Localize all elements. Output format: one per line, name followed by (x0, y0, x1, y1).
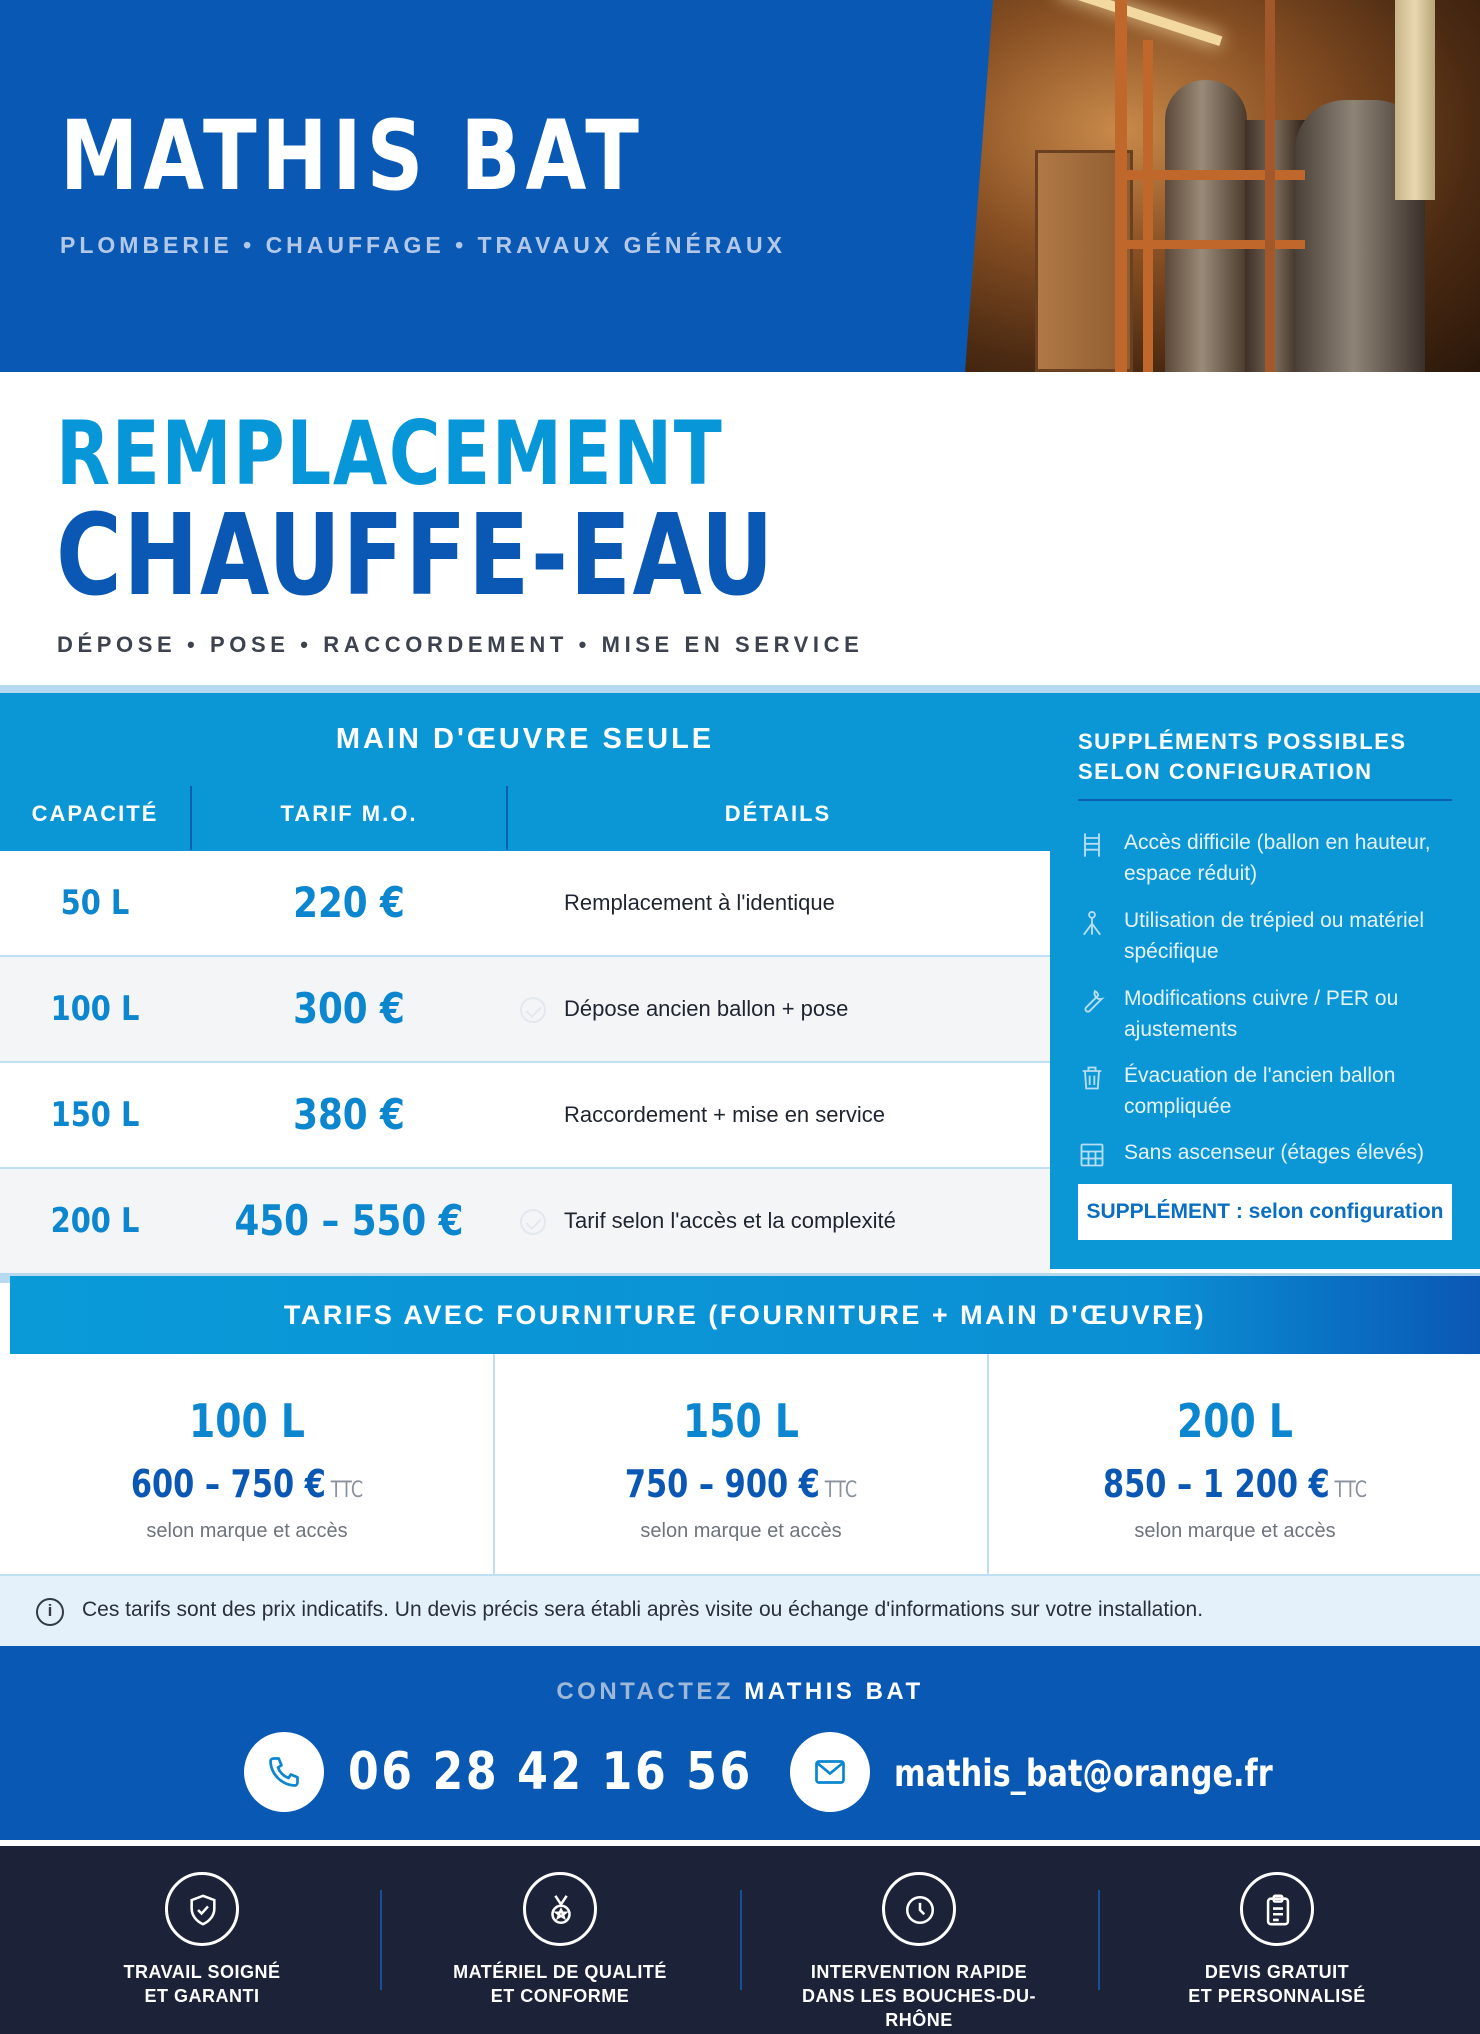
card-ttc: TTC (824, 1478, 858, 1503)
title-line-2: CHAUFFE-EAU (56, 491, 776, 621)
row-capacity: 50 L (60, 883, 130, 923)
card-note: selon marque et accès (640, 1520, 842, 1542)
row-capacity: 200 L (50, 1201, 140, 1241)
supplement-text: Modifications cuivre / PER ou ajustements (1124, 987, 1399, 1041)
supplement-text: Accès difficile (ballon en hauteur, espace réduit) (1124, 831, 1431, 885)
wrench-icon (1078, 987, 1106, 1015)
title-subtitle: DÉPOSE • POSE • RACCORDEMENT • MISE EN SERVICE (57, 632, 864, 657)
contact-label-name: MATHIS BAT (744, 1678, 924, 1705)
supplements-panel (1050, 693, 1480, 1269)
check-icon (520, 997, 546, 1023)
supplement-text: Utilisation de trépied ou matériel spécifique (1124, 909, 1424, 963)
row-capacity: 100 L (50, 989, 140, 1029)
card-ttc: TTC (330, 1478, 364, 1503)
tripod-icon (1078, 909, 1106, 937)
row-price: 220 € (293, 878, 405, 927)
supply-pricing-cards (0, 1354, 1480, 1574)
labor-table (0, 851, 1050, 1275)
card-capacity: 200 L (1177, 1394, 1293, 1448)
feature-divider (1098, 1890, 1100, 1990)
supply-pricing-heading: TARIFS AVEC FOURNITURE (FOURNITURE + MAIN D'ŒUVRE) (10, 1276, 1480, 1354)
title-line-1: REMPLACEMENT (56, 402, 724, 505)
supplement-text: Sans ascenseur (étages élevés) (1124, 1141, 1424, 1164)
card-price-value: 600 – 750 € (130, 1462, 326, 1506)
card-capacity: 100 L (189, 1394, 305, 1448)
labor-heading: MAIN D'ŒUVRE SEULE (335, 723, 715, 755)
column-header-price: TARIF M.O. (280, 801, 418, 826)
row-price: 450 – 550 € (234, 1196, 464, 1245)
card-price-value: 750 – 900 € (624, 1462, 820, 1506)
check-icon (520, 1209, 546, 1235)
feature-item (410, 1872, 710, 2008)
supplement-badge: SUPPLÉMENT : selon configuration (1078, 1184, 1452, 1240)
row-detail: Tarif selon l'accès et la complexité (564, 1208, 896, 1233)
table-row (0, 1063, 1050, 1169)
building-icon (1078, 1141, 1106, 1169)
row-detail: Dépose ancien ballon + pose (564, 996, 849, 1021)
supplements-divider (1078, 799, 1452, 801)
feature-item (52, 1872, 352, 2008)
clipboard-icon (1240, 1872, 1314, 1946)
email-icon[interactable] (790, 1732, 870, 1812)
card-note: selon marque et accès (146, 1520, 348, 1542)
supplement-text: Évacuation de l'ancien ballon compliquée (1124, 1064, 1396, 1118)
feature-label: TRAVAIL SOIGNÉ ET GARANTI (123, 1962, 281, 2006)
row-detail: Remplacement à l'identique (564, 890, 835, 915)
column-header-capacity: CAPACITÉ (31, 801, 159, 826)
pricing-notice (0, 1574, 1480, 1646)
feature-item (1127, 1872, 1427, 2008)
card-note: selon marque et accès (1134, 1520, 1336, 1542)
row-capacity: 150 L (50, 1095, 140, 1135)
feature-label: INTERVENTION RAPIDE DANS LES BOUCHES-DU-RHÔNE (801, 1962, 1036, 2030)
table-row (0, 851, 1050, 957)
card-price (544, 1462, 938, 1506)
brand-name: MATHIS BAT (60, 100, 644, 212)
labor-pricing-section (0, 685, 1480, 1269)
price-card (0, 1354, 494, 1574)
shield-check-icon (165, 1872, 239, 1946)
table-row (0, 1169, 1050, 1275)
feature-divider (380, 1890, 382, 1990)
contact-label (0, 1678, 1480, 1706)
column-divider (190, 786, 192, 850)
boiler-room-photo (965, 0, 1480, 372)
feature-label: DEVIS GRATUIT ET PERSONNALISÉ (1188, 1962, 1366, 2006)
medal-icon (523, 1872, 597, 1946)
phone-number[interactable]: 06 28 42 16 56 (348, 1742, 753, 1802)
supplements-title: SUPPLÉMENTS POSSIBLES SELON CONFIGURATION (1078, 729, 1407, 784)
card-ttc: TTC (1334, 1478, 1367, 1503)
feature-item (769, 1872, 1069, 2032)
row-price: 300 € (293, 984, 405, 1033)
row-price: 380 € (293, 1090, 405, 1139)
brand-tagline: PLOMBERIE • CHAUFFAGE • TRAVAUX GÉNÉRAUX (60, 232, 787, 258)
contact-section (0, 1646, 1480, 1840)
clock-icon (882, 1872, 956, 1946)
ladder-icon (1078, 831, 1106, 859)
column-header-details: DÉTAILS (724, 801, 832, 826)
info-icon: i (36, 1598, 64, 1626)
row-detail: Raccordement + mise en service (564, 1102, 885, 1127)
trash-icon (1078, 1064, 1106, 1092)
price-card (493, 1354, 987, 1574)
table-row (0, 957, 1050, 1063)
notice-text: Ces tarifs sont des prix indicatifs. Un devis précis sera établi après visite ou échange d'informations sur votre installation. (82, 1598, 1204, 1621)
contact-label-prefix: CONTACTEZ (556, 1678, 735, 1705)
card-price (49, 1462, 444, 1506)
header-banner (0, 0, 1480, 372)
card-price-value: 850 – 1 200 € (1102, 1462, 1330, 1506)
feature-label: MATÉRIEL DE QUALITÉ ET CONFORME (453, 1962, 667, 2006)
column-divider (506, 786, 508, 850)
price-card (987, 1354, 1480, 1574)
card-capacity: 150 L (683, 1394, 799, 1448)
features-footer (0, 1846, 1480, 2034)
email-address[interactable]: mathis_bat@orange.fr (894, 1752, 1273, 1795)
phone-icon[interactable] (244, 1732, 324, 1812)
card-price (1038, 1462, 1432, 1506)
feature-divider (740, 1890, 742, 1990)
